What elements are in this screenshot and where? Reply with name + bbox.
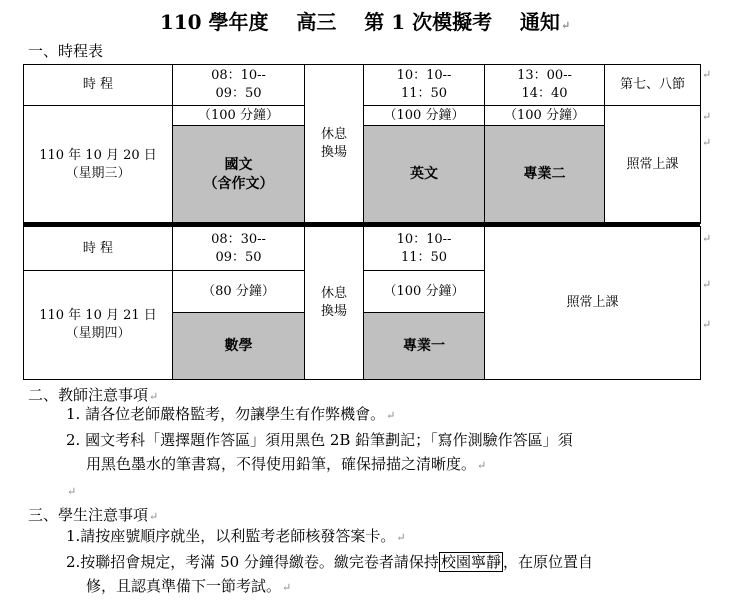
time-label-cell: 時 程: [24, 65, 173, 106]
row-end-mark-icon: ↵: [702, 136, 712, 149]
schedule-table-day1: [23, 64, 701, 224]
slot-cell: 08：10-- 09：50: [173, 65, 305, 106]
row-end-mark-icon: ↵: [702, 318, 712, 331]
date-cell: 110 年 10 月 20 日 （星期三）: [24, 106, 173, 224]
list-item: 用黑色墨水的筆書寫，不得使用鉛筆，確保掃描之清晰度。↵: [86, 455, 487, 473]
date-cell: 110 年 10 月 21 日 （星期四）: [24, 271, 173, 380]
paragraph-mark-icon: ↵: [560, 19, 571, 32]
regular-class-cell: 照常上課: [605, 106, 701, 224]
slot-cell: 10：10-- 11：50: [364, 65, 485, 106]
duration-cell: （80 分鐘）: [173, 271, 305, 313]
slot-cell: 10：10-- 11：50: [364, 227, 485, 271]
duration-cell: （100 分鐘）: [173, 106, 305, 126]
regular-class-cell: 照常上課: [485, 227, 701, 380]
row-end-mark-icon: ↵: [702, 68, 712, 81]
slot-cell: 08：30-- 09：50: [173, 227, 305, 271]
subject-cell: 國文 （含作文）: [173, 126, 305, 224]
section-schedule-heading: 一、時程表: [28, 42, 104, 60]
subject-cell: 數學: [173, 313, 305, 380]
section-student-heading: 三、學生注意事項↵: [28, 506, 159, 524]
duration-cell: （100 分鐘）: [364, 271, 485, 313]
break-cell: 休息 換場: [305, 65, 364, 224]
duration-cell: （100 分鐘）: [485, 106, 605, 126]
subject-cell: 專業一: [364, 313, 485, 380]
page-title: 110 學年度 高三 第 1 次模擬考 通知↵: [159, 10, 571, 34]
section-teacher-heading: 二、教師注意事項↵: [28, 386, 159, 404]
list-item: 修，且認真準備下一節考試。↵: [86, 577, 292, 595]
list-item: 2. 國文考科「選擇題作答區」須用黑色 2B 鉛筆劃記；「寫作測驗作答區」須: [66, 431, 573, 449]
subject-cell: 英文: [364, 126, 485, 224]
schedule-table-day2: [23, 226, 701, 380]
row-end-mark-icon: ↵: [702, 232, 712, 245]
break-cell: 休息 換場: [305, 227, 364, 380]
time-label-cell: 時 程: [24, 227, 173, 271]
boxed-text: 校園寧靜: [440, 553, 501, 571]
duration-cell: （100 分鐘）: [364, 106, 485, 126]
subject-cell: 專業二: [485, 126, 605, 224]
list-item: 1. 請各位老師嚴格監考，勿讓學生有作弊機會。↵: [66, 405, 396, 423]
row-end-mark-icon: ↵: [702, 110, 712, 123]
slot-cell: 第七、八節: [605, 65, 701, 106]
list-item: 2.按聯招會規定，考滿 50 分鐘得繳卷。繳完卷者請保持 校園寧靜 ，在原位置自: [66, 553, 593, 571]
list-item: 1.請按座號順序就坐，以利監考老師核發答案卡。↵: [66, 527, 406, 545]
empty-paragraph: ↵: [67, 485, 77, 498]
slot-cell: 13：00-- 14：40: [485, 65, 605, 106]
row-end-mark-icon: ↵: [702, 278, 712, 291]
